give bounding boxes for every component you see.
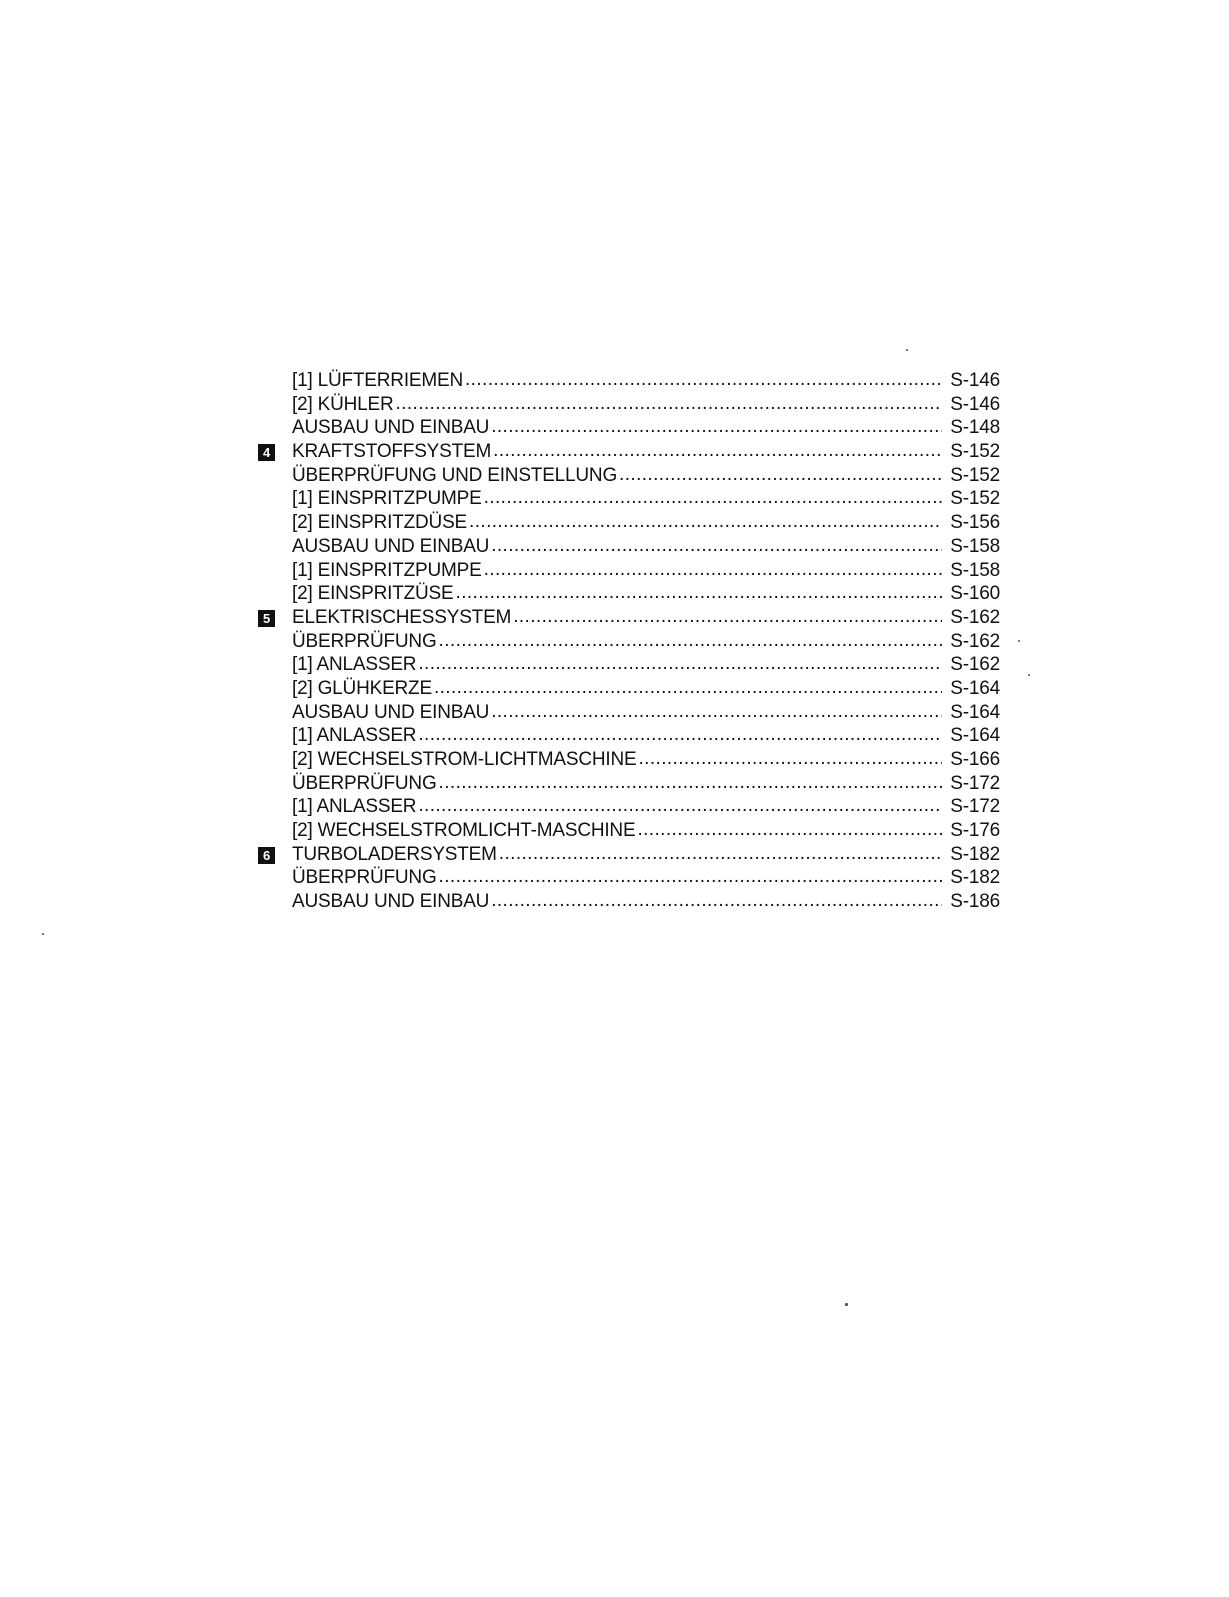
toc-entry-label: [1] ANLASSER — [292, 725, 417, 747]
toc-entry — [258, 560, 1000, 584]
toc-entry — [258, 370, 1000, 394]
dot-leader — [439, 772, 942, 794]
toc-entry-label: AUSBAU UND EINBAU — [292, 535, 490, 557]
dot-leader — [637, 819, 942, 841]
toc-entry-page: S-164 — [950, 677, 1000, 699]
toc-entry-label: KRAFTSTOFFSYSTEM — [292, 441, 492, 463]
toc-entry-page: S-148 — [950, 417, 1000, 439]
dot-leader — [493, 440, 942, 462]
dot-leader — [513, 606, 942, 628]
toc-entry-label: ÜBERPRÜFUNG — [292, 630, 437, 652]
toc-entry-label: ÜBERPRÜFUNG — [292, 772, 437, 794]
dot-leader — [491, 416, 942, 438]
toc-entry-page: S-172 — [950, 772, 1000, 794]
toc-entry-page: S-160 — [950, 583, 1000, 605]
toc-entry — [258, 536, 1000, 560]
toc-entry — [258, 749, 1000, 773]
dot-leader — [484, 487, 942, 509]
toc-entry — [258, 773, 1000, 797]
toc-entry-page: S-162 — [950, 630, 1000, 652]
toc-entry-label: TURBOLADERSYSTEM — [292, 843, 497, 865]
toc-entry — [258, 512, 1000, 536]
toc-entry — [258, 465, 1000, 489]
toc-entry-page: S-164 — [950, 701, 1000, 723]
dot-leader — [465, 369, 942, 391]
toc-entry-label: ÜBERPRÜFUNG — [292, 867, 437, 889]
toc-entry-page: S-172 — [950, 796, 1000, 818]
dot-leader — [418, 724, 942, 746]
toc-entry-label: [1] ANLASSER — [292, 796, 417, 818]
toc-entry-label: [1] EINSPRITZPUMPE — [292, 488, 482, 510]
toc-entry-page: S-162 — [950, 606, 1000, 628]
toc-entry — [258, 702, 1000, 726]
toc-entry — [258, 441, 1000, 465]
dot-leader — [499, 843, 942, 865]
toc-entry-label: AUSBAU UND EINBAU — [292, 891, 490, 913]
scan-speck — [1018, 640, 1020, 642]
scan-speck — [1028, 674, 1030, 676]
toc-entry-label: [2] WECHSELSTROM-LICHTMASCHINE — [292, 749, 637, 770]
scan-speck — [42, 933, 44, 935]
toc-entry-label: AUSBAU UND EINBAU — [292, 417, 490, 439]
toc-entry-page: S-152 — [950, 464, 1000, 486]
toc-entry-page: S-156 — [950, 512, 1000, 534]
dot-leader — [456, 582, 942, 604]
dot-leader — [484, 559, 942, 581]
dot-leader — [418, 795, 942, 817]
toc-entry-page: S-146 — [950, 393, 1000, 415]
toc-entry-page: S-186 — [950, 891, 1000, 913]
toc-entry — [258, 394, 1000, 418]
toc-entry-page: S-152 — [950, 488, 1000, 510]
toc-entry — [258, 844, 1000, 868]
toc-entry-page: S-152 — [950, 441, 1000, 463]
toc-entry — [258, 867, 1000, 891]
toc-entry — [258, 583, 1000, 607]
toc-entry-page: S-182 — [950, 867, 1000, 889]
toc-entry-label: [1] LÜFTERRIEMEN — [292, 370, 463, 391]
toc-entry — [258, 631, 1000, 655]
dot-leader — [434, 677, 942, 699]
toc-entry-label: [2] WECHSELSTROMLICHT-MASCHINE — [292, 820, 636, 842]
toc-entry-label: [1] EINSPRITZPUMPE — [292, 559, 482, 581]
section-number-marker: 6 — [258, 847, 275, 864]
toc-entry — [258, 678, 1000, 702]
toc-entry-label: AUSBAU UND EINBAU — [292, 701, 490, 723]
dot-leader — [491, 535, 942, 557]
toc-entry-label: [2] GLÜHKERZE — [292, 677, 432, 699]
dot-leader — [395, 393, 942, 415]
toc-entry-page: S-146 — [950, 370, 1000, 391]
toc-entry — [258, 654, 1000, 678]
toc-entry — [258, 796, 1000, 820]
dot-leader — [439, 866, 942, 888]
dot-leader — [619, 464, 942, 486]
toc-entry — [258, 417, 1000, 441]
toc-entry-page: S-158 — [950, 559, 1000, 581]
toc-entry — [258, 725, 1000, 749]
dot-leader — [418, 653, 942, 675]
dot-leader — [469, 511, 942, 533]
section-number-marker: 4 — [258, 444, 275, 461]
dot-leader — [439, 630, 942, 652]
section-number-marker: 5 — [258, 610, 275, 627]
toc-entry — [258, 891, 1000, 915]
scan-speck — [845, 1303, 848, 1306]
dot-leader — [491, 701, 942, 723]
toc-entry-label: [2] KÜHLER — [292, 393, 394, 415]
dot-leader — [638, 748, 942, 770]
toc-entry-page: S-166 — [950, 749, 1000, 770]
toc-entry-page: S-158 — [950, 535, 1000, 557]
toc-entry-page: S-164 — [950, 725, 1000, 747]
toc-entry — [258, 607, 1000, 631]
dot-leader — [491, 890, 942, 912]
scan-speck — [906, 349, 908, 351]
toc-entry-page: S-162 — [950, 654, 1000, 676]
toc-entry-page: S-182 — [950, 843, 1000, 865]
toc-entry-label: ELEKTRISCHESSYSTEM — [292, 606, 512, 628]
toc-entry — [258, 820, 1000, 844]
toc-entry-page: S-176 — [950, 820, 1000, 842]
toc-entry — [258, 488, 1000, 512]
toc-entry-label: [2] EINSPRITZDÜSE — [292, 512, 468, 534]
toc-entry-label: [2] EINSPRITZÜSE — [292, 583, 454, 605]
toc-entry-label: ÜBERPRÜFUNG UND EINSTELLUNG — [292, 464, 618, 486]
table-of-contents — [258, 370, 1000, 915]
toc-entry-label: [1] ANLASSER — [292, 654, 417, 676]
